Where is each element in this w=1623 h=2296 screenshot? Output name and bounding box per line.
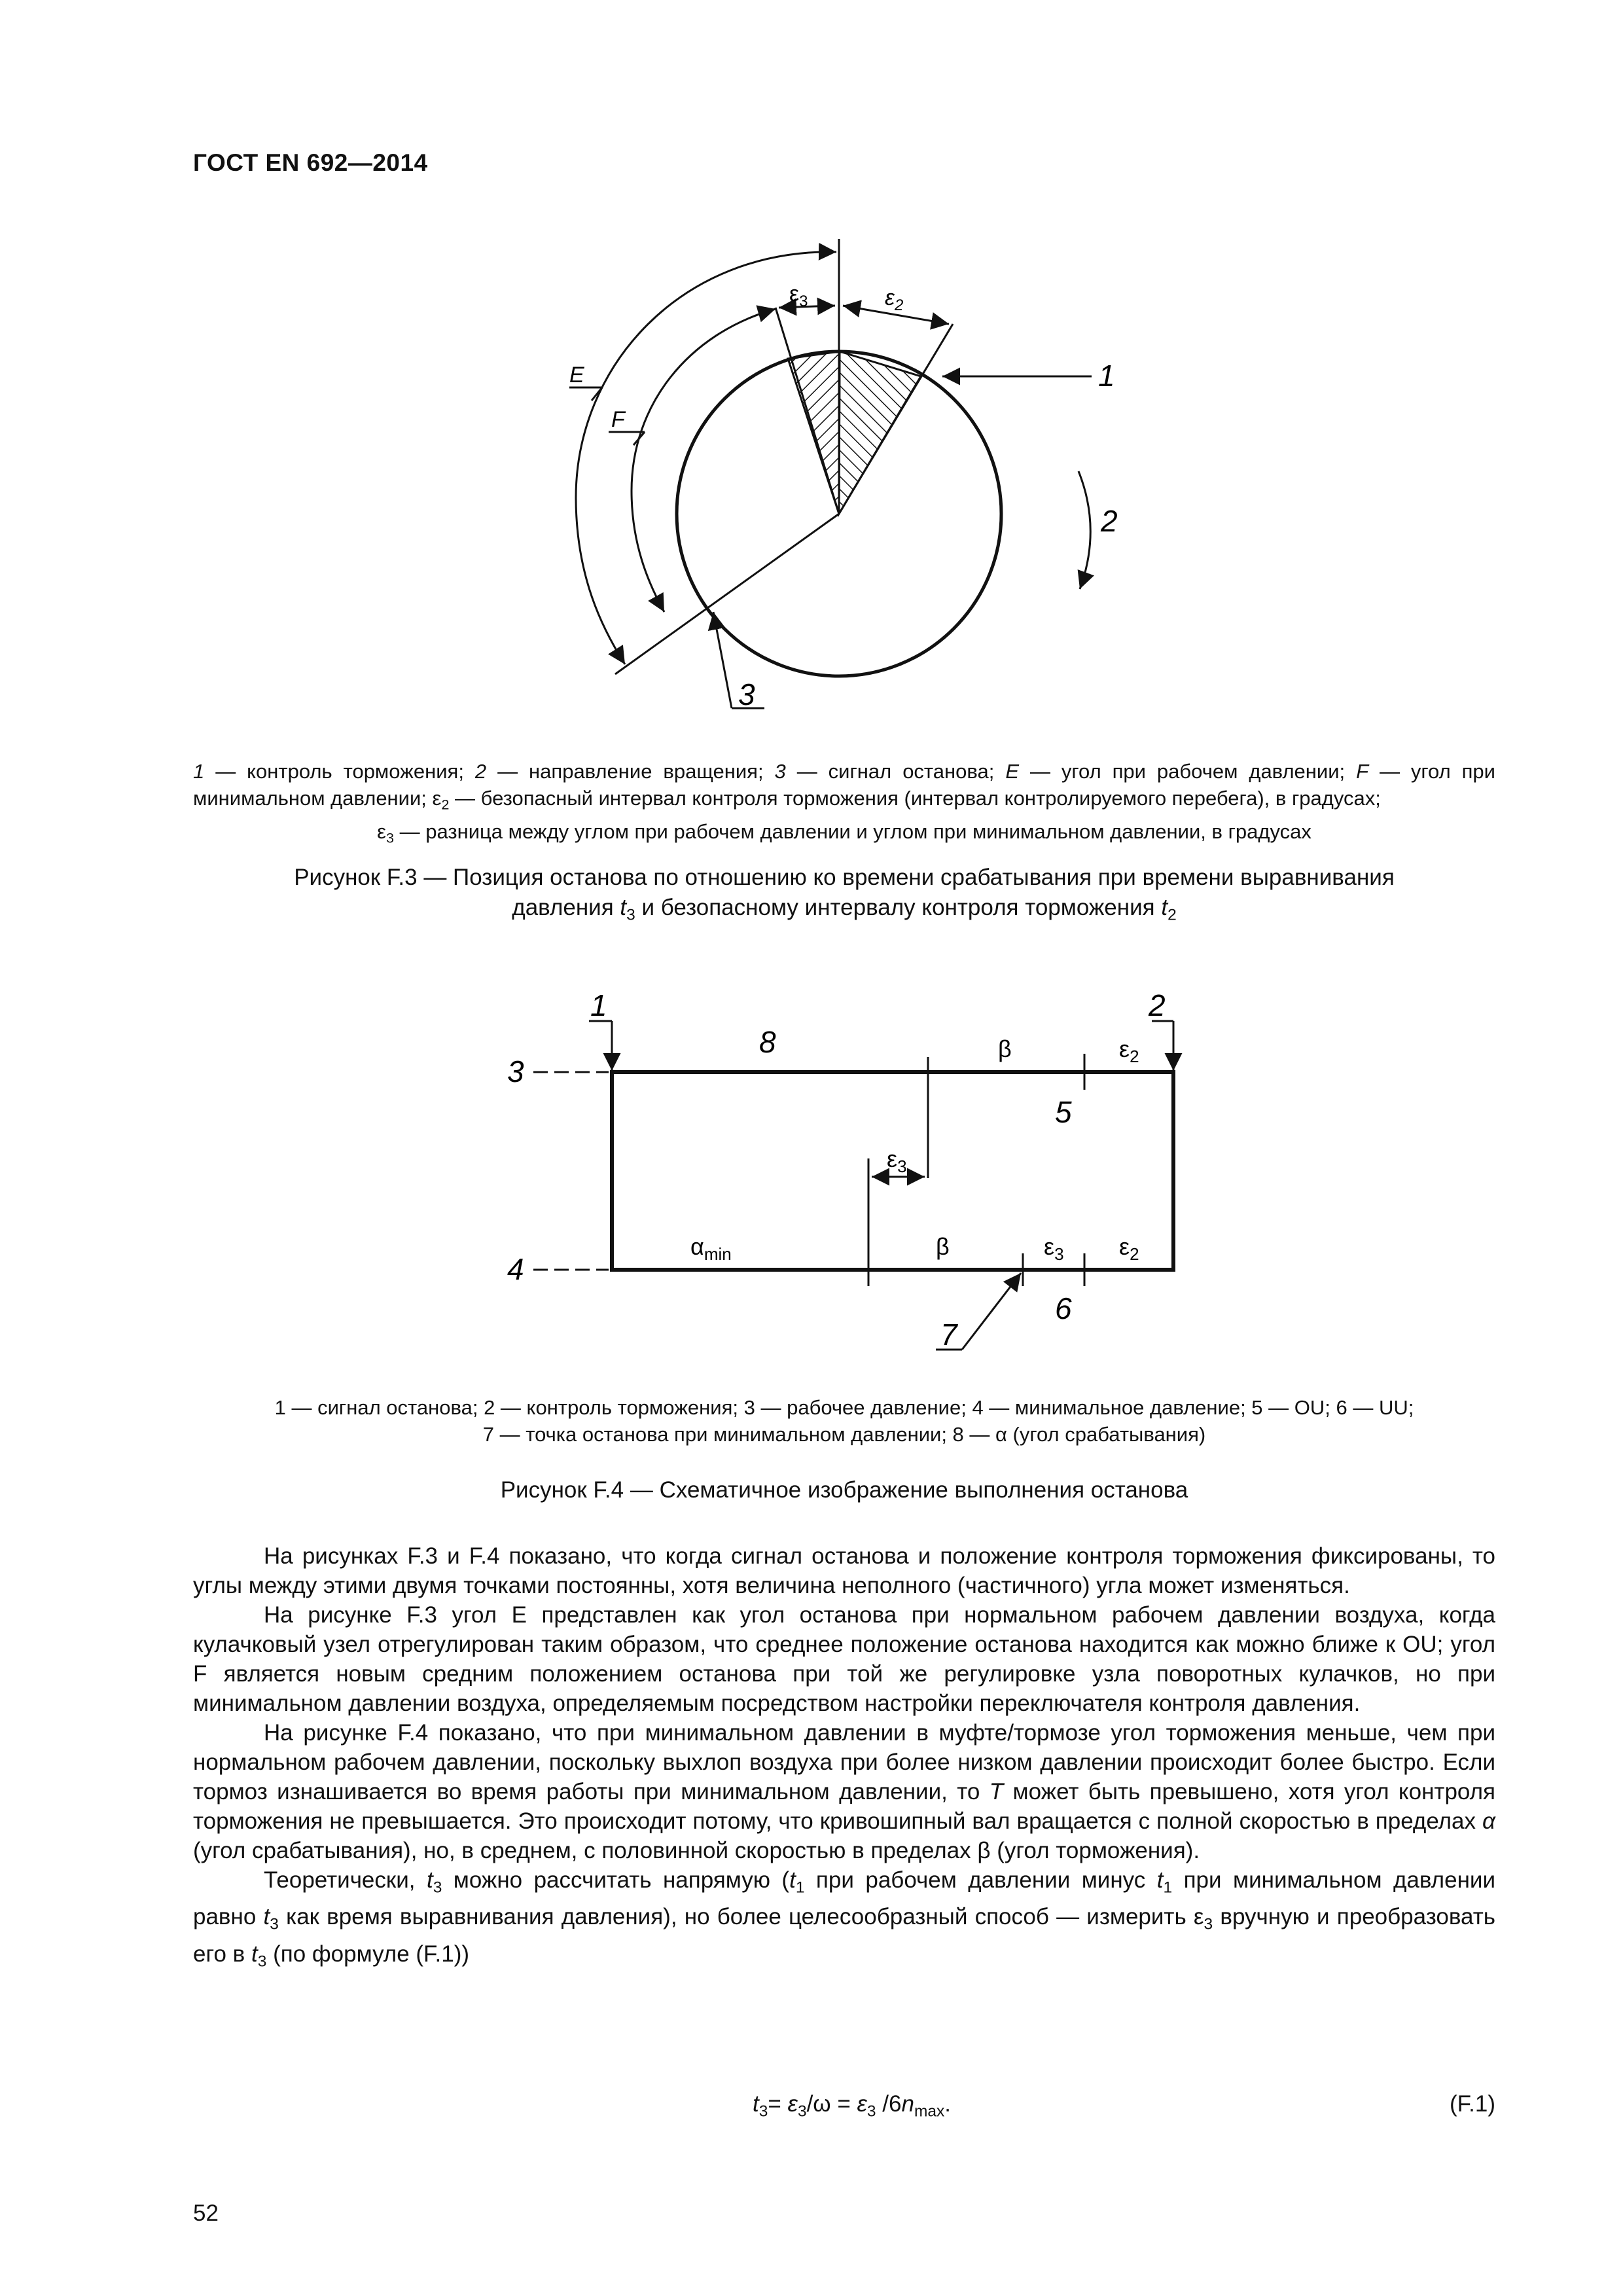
label-f4-3: 3 [507, 1054, 524, 1088]
figure-f4-legend: 1 — сигнал останова; 2 — контроль торможения; 3 — рабочее давление; 4 — минимальное давление; 5 — OU; 6 — UU; 7 — точка останова при минимальном давлении; 8 — α (угол срабатывания) [274, 1396, 1414, 1446]
label-eps3-bottom: $\varepsilon_3$ [1044, 1233, 1064, 1264]
label-f4-5: 5 [1055, 1095, 1072, 1129]
label-f4-4: 4 [507, 1252, 524, 1286]
stop-point-leader [962, 1273, 1021, 1350]
label-alpha-min: $\alpha_{min}$ [690, 1233, 732, 1264]
label-eps3-mid: $\varepsilon_3$ [887, 1145, 907, 1176]
figure-f3 [0, 0, 1623, 733]
figure-f4-caption: Рисунок F.4 — Схематичное изображение выполнения останова [500, 1477, 1188, 1503]
body-text [193, 1541, 1495, 1976]
document-header: ГОСТ EN 692—2014 [193, 149, 428, 176]
label-3: 3 [738, 677, 755, 711]
formula-number: (F.1) [1450, 2091, 1495, 2117]
label-f4-7: 7 [940, 1318, 957, 1352]
label-eps2-top: $\varepsilon_2$ [1119, 1035, 1139, 1066]
label-beta-top: β [998, 1035, 1012, 1062]
label-E: E [569, 363, 584, 387]
rotation-direction-arrow [1079, 471, 1090, 589]
formula-f1: $t_3= \varepsilon_3/\omega = \varepsilon_3$ $/6n_{max}$. [753, 2091, 951, 2121]
label-f4-2: 2 [1149, 988, 1166, 1022]
angle-E-arc [576, 252, 836, 664]
paragraph-4: Теоретически, $t_3$ можно рассчитать напрямую ($t_1$ при рабочем давлении минус $t_1$ при минимальном давлении равно $t_3$ как время выравнивания давления), но более целесообразный способ — измерить $\varepsilon_3$ вручную и преобразовать его в $t_3$ (по формуле (F.1)) [193, 1867, 1496, 1971]
hatched-sector-eps2 [839, 351, 921, 514]
label-f4-1: 1 [590, 988, 607, 1022]
label-beta-bottom: β [936, 1233, 950, 1260]
label-f4-6: 6 [1055, 1291, 1072, 1325]
label-eps2: $\varepsilon_2$ [885, 285, 904, 314]
paragraph-2: На рисунке F.3 угол E представлен как угол останова при нормальном рабочем давлении воздуха, когда кулачковый узел отрегулирован таким образом, что среднее положение останова находится как можно ближе к OU; угол F является новым средним положением останова при той же регулировке узла поворотных кулачков, но при минимальном давлении воздуха, определяемым посредством настройки переключателя контроля давления. [193, 1602, 1495, 1716]
label-eps2-bottom: $\varepsilon_2$ [1119, 1233, 1139, 1264]
label-1: 1 [1098, 359, 1115, 393]
label-f4-8: 8 [759, 1025, 776, 1059]
page-number: 52 [193, 2200, 219, 2226]
label-F: F [611, 407, 625, 432]
stop-radius-line [615, 514, 839, 674]
paragraph-1: На рисунках F.3 и F.4 показано, что когда сигнал останова и положение контроля торможения фиксированы, то углы между этими двумя точками постоянны, хотя величина неполного (частичного) угла может изменяться. [193, 1543, 1495, 1598]
label-eps3: $\varepsilon_3$ [789, 281, 808, 310]
figure-f3-legend: 1 — контроль торможения; 2 — направление вращения; 3 — сигнал останова; E — угол при рабочем давлении; F — угол при минимальном давлении; $\varepsilon_2$ — безопасный интервал контроля торможения (интервал контролируемого перебега), в градусах; $\varepsilon_3$ — разница между углом при рабочем давлении и углом при минимальном давлении, в градусах [193, 760, 1495, 846]
figure-f3-caption: Рисунок F.3 — Позиция останова по отношению ко времени срабатывания при времени выравнивания давления $t_3$ и безопасному интервалу контроля торможения $t_2$ [294, 865, 1395, 924]
angle-F-arc [632, 309, 776, 612]
figure-f4 [0, 969, 1623, 1374]
paragraph-3: На рисунке F.4 показано, что при минимальном давлении в муфте/тормозе угол торможения меньше, чем при нормальном рабочем давлении, поскольку выхлоп воздуха при более низком давлении происходит более быстро. Если тормоз изнашивается во время работы при минимальном давлении, то T может быть превышено, хотя угол контроля торможения не превышается. Это происходит потому, что кривошипный вал вращается с полной скоростью в пределах α (угол срабатывания), но, в среднем, с половинной скоростью в пределах β (угол торможения). [193, 1720, 1495, 1863]
label-2: 2 [1101, 504, 1118, 538]
